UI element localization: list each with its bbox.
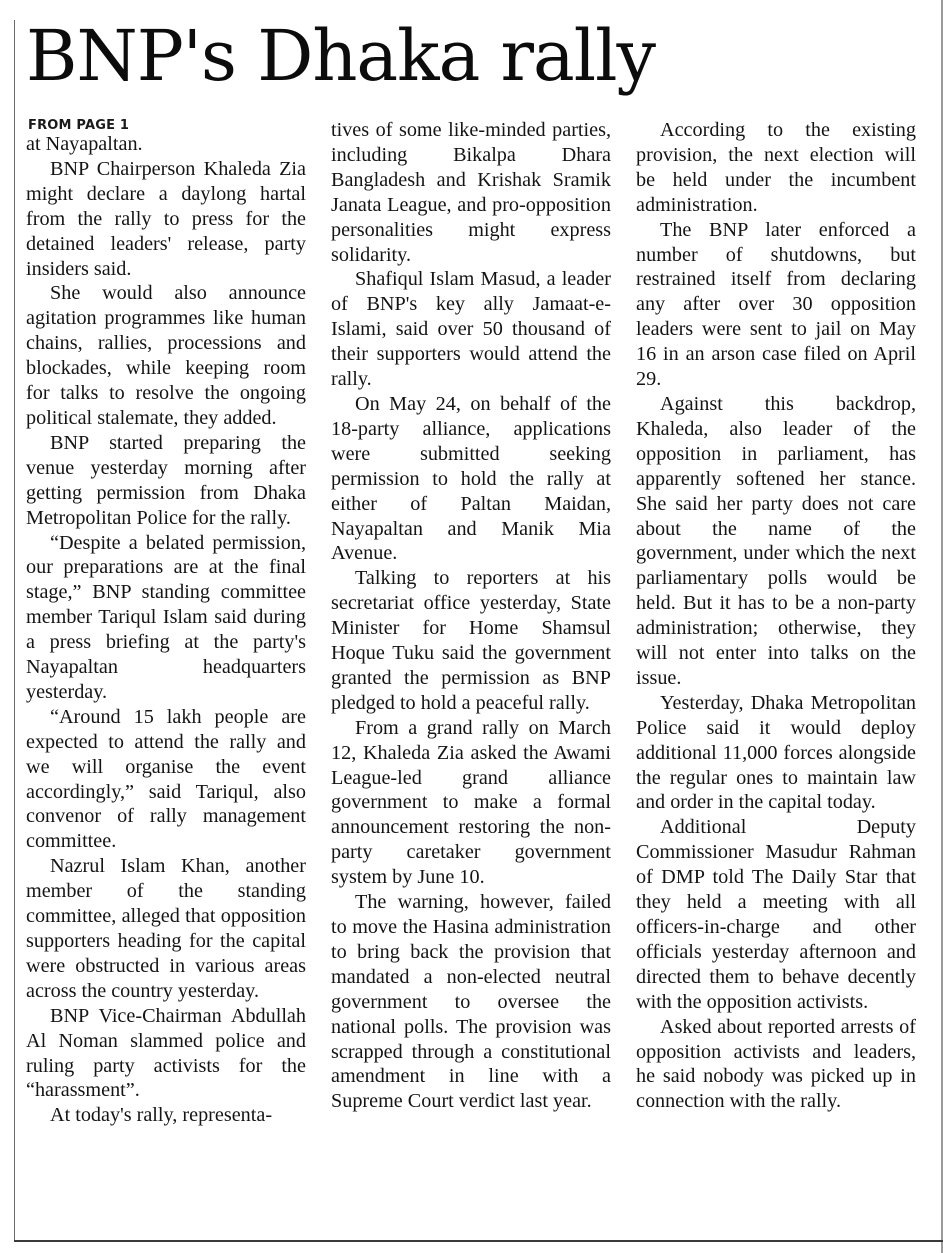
bottom-rule bbox=[14, 1240, 943, 1242]
paragraph: From a grand rally on March 12, Khaleda Zia asked the Awami League-led grand alliance government to make a formal announcement restoring the non-party caretaker government system by June 10. bbox=[331, 716, 611, 889]
paragraph: She would also announce agitation programmes like human chains, rallies, processions and blockades, while keeping room for talks to resolve the ongoing political stalemate, they added. bbox=[26, 282, 306, 429]
column-1 bbox=[26, 118, 306, 1128]
paragraph: At today's rally, representa- bbox=[50, 1104, 273, 1127]
paragraph: BNP Vice-Chairman Abdullah Al Noman slammed police and ruling party activists for the “harassment”. bbox=[26, 1004, 306, 1102]
paragraph: Additional Deputy Commissioner Masudur Rahman of DMP told The Daily Star that they held a meeting with all officers-in-charge and other officials yesterday afternoon and directed them to behave decently with the opposition activists. bbox=[636, 816, 916, 1013]
left-column-rule bbox=[14, 20, 15, 1242]
paragraph: Talking to reporters at his secretariat office yesterday, State Minister for Home Shamsul Hoque Tuku said the government granted the permission as BNP pledged to hold a peaceful rally. bbox=[331, 567, 611, 714]
headline: BNP's Dhaka rally bbox=[26, 15, 656, 97]
paragraph: Shafiqul Islam Masud, a leader of BNP's key ally Jamaat-e-Islami, said over 50 thousand of their supporters would attend the rally. bbox=[331, 268, 611, 391]
column-2 bbox=[331, 118, 611, 1114]
article-body bbox=[26, 118, 926, 1238]
paragraph: On May 24, on behalf of the 18-party alliance, applications were submitted seeking permission to hold the rally at either of Paltan Maidan, Nayapaltan and Manik Mia Avenue. bbox=[331, 392, 611, 565]
paragraph: tives of some like-minded parties, including Bikalpa Dhara Bangladesh and Krishak Sramik Janata League, and pro-opposition personalities might express solidarity. bbox=[331, 119, 611, 266]
jump-kicker: FROM PAGE 1 bbox=[28, 118, 130, 133]
paragraph: The BNP later enforced a number of shutdowns, but restrained itself from declaring any after over 30 opposition leaders were sent to jail on May 16 in an arson case filed on April 29. bbox=[636, 218, 916, 391]
paragraph: According to the existing provision, the next election will be held under the incumbent administration. bbox=[636, 119, 916, 216]
paragraph: at Nayapaltan. bbox=[26, 133, 143, 155]
paragraph: Nazrul Islam Khan, another member of the standing committee, alleged that opposition supporters heading for the capital were obstructed in various areas across the country yesterday. bbox=[26, 855, 306, 1002]
paragraph: Against this backdrop, Khaleda, also leader of the opposition in parliament, has apparently softened her stance. She said her party does not care about the name of the government, under which the next parliamentary polls would be held. But it has to be a non-party administration; otherwise, they will not enter into talks on the issue. bbox=[636, 392, 916, 689]
paragraph: “Around 15 lakh people are expected to attend the rally and we will organise the event accordingly,” said Tariqul, also convenor of rally management committee. bbox=[26, 705, 306, 853]
paragraph: “Despite a belated permission, our preparations are at the final stage,” BNP standing committee member Tariqul Islam said during a press briefing at the party's Nayapaltan headquarters yesterday. bbox=[26, 531, 306, 703]
column-3 bbox=[636, 118, 916, 1114]
paragraph: The warning, however, failed to move the Hasina administration to bring back the provision that mandated a non-elected neutral government to oversee the national polls. The provision was scrapped through a constitutional amendment in line with a Supreme Court verdict last year. bbox=[331, 891, 611, 1113]
paragraph: Yesterday, Dhaka Metropolitan Police said it would deploy additional 11,000 forces alongside the regular ones to maintain law and order in the capital today. bbox=[636, 691, 916, 814]
paragraph: BNP Chairperson Khaleda Zia might declare a daylong hartal from the rally to press for the detained leaders' release, party insiders said. bbox=[26, 157, 306, 280]
paragraph: Asked about reported arrests of opposition activists and leaders, he said nobody was picked up in connection with the rally. bbox=[636, 1015, 916, 1113]
paragraph: BNP started preparing the venue yesterday morning after getting permission from Dhaka Metropolitan Police for the rally. bbox=[26, 431, 306, 529]
